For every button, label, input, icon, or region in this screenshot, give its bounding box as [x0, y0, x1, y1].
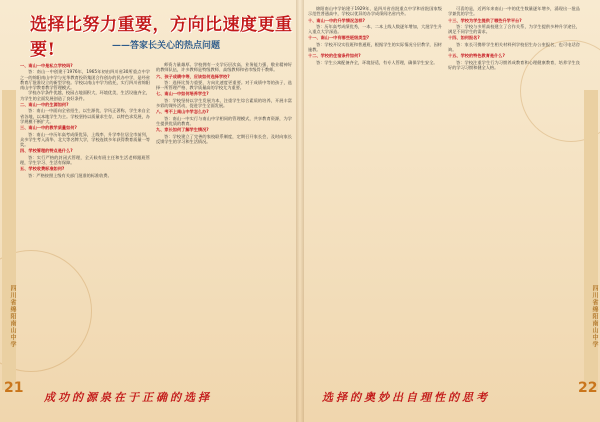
- paragraph: 答：南山一中面向全省招生，以生源优、学风正著称，学生来自全省各地，以本地学生为主。学校坚持以质量求生存，以特色求发展，办学规模不断扩大。: [20, 108, 150, 124]
- paragraph: 可喜的是，近两年来南山一中的优生数量逐年增多，涌现出一批品学兼优的学生。: [448, 6, 580, 17]
- article-subtitle: ——答家长关心的热点问题: [112, 41, 221, 51]
- question-heading: 十二、学校的住宿条件如何?: [308, 53, 361, 59]
- slogan-left: 成功的源泉在于正确的选择: [44, 391, 212, 404]
- text-column-left-b: [156, 62, 292, 384]
- paragraph: 答：南山一中创建于1976年，1965年初由四川省30所重点中学之一的绵阳南山中学与光华教育投资集团合作创办的民办中学，是经省教育厅批准设立的新型学校。学校以南山中学为依托，实行四川省绵阳南山中学教育教学管理模式。: [20, 69, 150, 91]
- paragraph: 答：南山一中实行与南山中学相同的管理模式，共享教育资源，为学生提供优质的教育。: [156, 115, 292, 126]
- question-heading: 十一、南山一中有哪些班级类型?: [308, 35, 370, 41]
- question-heading: 九、家长如何了解学生情况?: [156, 127, 209, 133]
- text-column-left-a: [20, 62, 150, 384]
- paragraph: 答：南山一中历年高考成绩优异，上线率、升学率位居全市前列，众多学生考入清华、北大等名牌大学，学校连续多年获得教育质量一等奖。: [20, 131, 150, 148]
- paragraph: 答：学校开设实验班和普通班，根据学生的实际情况分层教学，因材施教。: [308, 41, 442, 53]
- question-heading: 四、学校管理的特点是什么?: [20, 148, 73, 154]
- paragraph: 答：学校建立了完善的家校联系制度，定期召开家长会，及时向家长反馈学生的学习和生活情况。: [156, 133, 292, 144]
- paragraph: 答：学校与多所高校建立了合作关系，为学生提供多种升学途径，满足不同学生的需求。: [448, 23, 580, 35]
- paragraph: 答：选择比努力重要，方向比速度更重要。对于成绩中等的孩子，选择一所管理严格、教学质量高的学校尤为重要。: [156, 79, 292, 91]
- article-title: 选择比努力重要，方向比速度更重要!: [30, 15, 293, 60]
- question-heading: 十五、学校的特色教育是什么?: [448, 53, 505, 59]
- paragraph: 答：家长可携带学生相关材料到学校招生办公室报名，也可电话咨询。: [448, 41, 580, 53]
- paragraph: 答：学生公寓配备齐全，环境舒适，有专人管理，确保学生安全。: [316, 59, 438, 65]
- page-number-left: 21: [4, 380, 24, 396]
- page-number-right: 22: [578, 380, 598, 396]
- question-heading: 十三、学校为学生提供了哪些升学平台?: [448, 17, 522, 23]
- question-heading: 十四、如何报名?: [448, 35, 480, 41]
- paragraph: 师资力量雄厚。学校拥有一支学历层次高、业务能力强、敬业精神好的教师队伍，许多教师是特级教师、高级教师和省市级骨干教师。: [156, 62, 292, 73]
- slogan-right: 选择的奥妙出自理性的思考: [322, 391, 490, 404]
- question-heading: 十、南山一中的升学情况怎样?: [308, 17, 365, 23]
- question-heading: 七、南山一中如何培养学生?: [156, 91, 209, 97]
- paragraph: 绵阳南山中学始建于1929年，是四川省首批重点中学和首批国家级示范性普通高中，学校以优异的办学成绩闻名省内外。: [308, 6, 442, 17]
- side-strip-text: 四川省绵阳南山中学: [591, 285, 598, 348]
- text-column-right-a: [308, 6, 442, 384]
- question-heading: 三、南山一中的教学质量如何?: [20, 125, 77, 131]
- paragraph: 学校办学条件优越，校园占地面积大，环境优美，生活设施齐全，为学生的全面发展创造了良好条件。: [20, 90, 150, 101]
- paragraph: 答：严格按照上级有关部门批准的标准收费。: [28, 172, 112, 178]
- paragraph: 答：历年高考成绩优秀，一本、二本上线人数逐年增加，大批学生升入重点大学深造。: [308, 23, 442, 35]
- text-column-right-b: [448, 6, 580, 384]
- right-side-strip: [584, 90, 598, 390]
- question-heading: 一、南山一中是私立学校吗?: [20, 63, 73, 68]
- left-side-strip: [2, 90, 16, 390]
- paragraph: 答：学校坚持以学生发展为本，注重学生综合素质的培养，开展丰富多彩的课外活动，促进学生全面发展。: [156, 97, 292, 109]
- question-heading: 八、考不上南山中学怎么办?: [156, 109, 209, 115]
- question-heading: 二、南山一中的生源如何?: [20, 102, 69, 108]
- side-strip-text: 四川省绵阳南山中学: [9, 285, 16, 348]
- question-heading: 六、孩子成绩中等，应该如何选择学校?: [156, 73, 230, 79]
- paragraph: 答：学校注重学生行为习惯养成教育和心理健康教育，培养学生良好的学习习惯和健全人格。: [448, 59, 580, 70]
- question-heading: 五、学校收费标准如何?: [20, 166, 65, 172]
- paragraph: 答：实行严格的封闭式管理，全天候有班主任和生活老师跟班管理，学生学习、生活有保障。: [20, 154, 150, 166]
- page-gutter: [296, 0, 304, 422]
